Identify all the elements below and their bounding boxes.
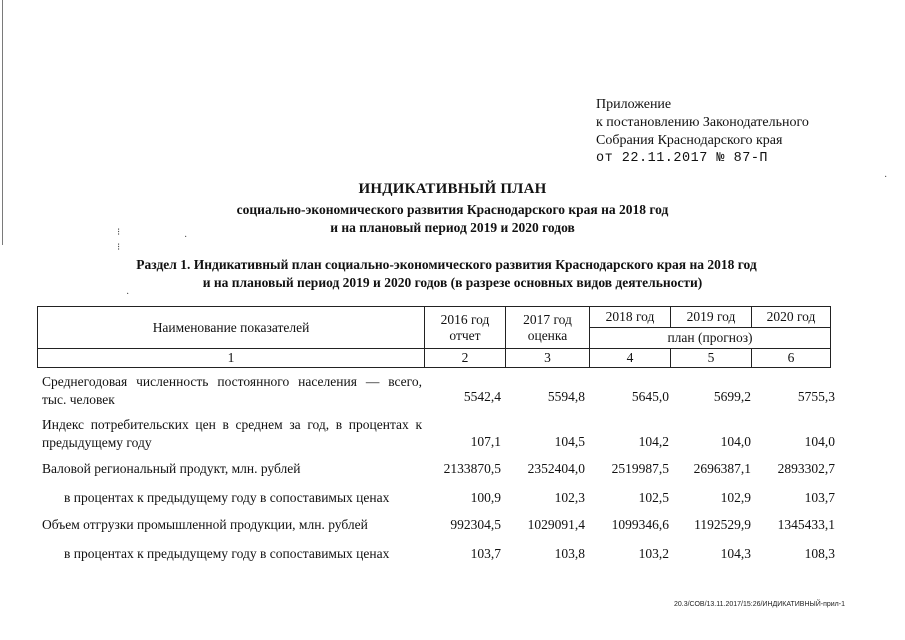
value-2018: 5645,0 [631,389,669,404]
value-2019: 104,0 [720,434,751,449]
value-2018: 1099346,6 [611,517,669,532]
value-2019: 102,9 [720,490,751,505]
value-2018: 104,2 [638,434,669,449]
header-col-2020: 2020 год [752,307,831,328]
indicator-label: Объем отгрузки промышленной продукции, млн. рублей [42,517,368,532]
indicator-label: в процентах к предыдущему году в сопоставимых ценах [64,490,390,505]
value-2020: 2893302,7 [777,461,835,476]
document-subtitle: социально-экономического развития Краснодарского края на 2018 год [236,202,669,217]
annex-line: к постановлению Законодательного [596,115,809,130]
indicator-label: в процентах к предыдущему году в сопоставимых ценах [64,546,390,561]
value-2017: 2352404,0 [527,461,585,476]
value-2019: 5699,2 [713,389,751,404]
value-2016: 100,9 [470,490,501,505]
header-subtitle: оценка [527,327,568,343]
scan-speck: · [884,172,888,183]
value-2016: 2133870,5 [443,461,501,476]
column-number: 4 [590,349,671,368]
value-2020: 5755,3 [797,389,835,404]
section-heading: и на плановый период 2019 и 2020 годов (в разрезе основных видов деятельности) [202,275,703,290]
value-2016: 992304,5 [450,517,501,532]
document-footer-code: 20.3/СОВ/13.11.2017/15:26/ИНДИКАТИВНЫЙ-прил-1 [673,601,845,608]
value-2017: 5594,8 [547,389,585,404]
value-2020: 108,3 [804,546,835,561]
annex-date-number: от 22.11.2017 № 87-П [596,151,769,166]
document-subtitle: и на плановый период 2019 и 2020 годов [330,220,575,235]
indicator-label: Среднегодовая численность постоянного населения — всего, тыс. человек [42,374,422,407]
header-col-2018: 2018 год [590,307,671,328]
scan-speck: · [184,232,188,243]
header-year: 2017 год [523,311,572,327]
value-2016: 5542,4 [463,389,501,404]
value-2020: 104,0 [804,434,835,449]
value-2019: 1192529,9 [694,517,751,532]
annex-line: Собрания Краснодарского края [596,133,783,148]
value-2017: 103,8 [554,546,585,561]
value-2018: 103,2 [638,546,669,561]
value-2018: 2519987,5 [611,461,669,476]
annex-line: Приложение [596,97,672,112]
value-2019: 104,3 [720,546,751,561]
indicator-label: Валовой региональный продукт, млн. рублей [42,461,301,476]
header-subtitle: отчет [449,327,481,343]
value-2018: 102,5 [638,490,669,505]
column-number: 3 [506,349,590,368]
value-2020: 103,7 [804,490,835,505]
header-plan-label: план (прогноз) [590,328,831,349]
value-2017: 102,3 [554,490,585,505]
header-year: 2016 год [440,311,490,327]
value-2017: 104,5 [554,434,585,449]
header-col-2017 [506,307,590,349]
scan-speck: ⁝ [117,242,121,253]
header-col-2016 [425,307,506,349]
column-number: 6 [752,349,831,368]
value-2017: 1029091,4 [527,517,585,532]
column-number: 2 [425,349,506,368]
scan-speck: · [126,289,130,300]
value-2016: 103,7 [470,546,501,561]
column-number: 5 [671,349,752,368]
document-title: ИНДИКАТИВНЫЙ ПЛАН [358,181,547,197]
indicator-label: Индекс потребительских цен в среднем за год, в процентах к предыдущему году [42,417,422,450]
value-2016: 107,1 [470,434,501,449]
section-heading: Раздел 1. Индикативный план социально-экономического развития Краснодарского края на 2018 год [136,257,757,272]
scan-speck: ⁝ [117,227,121,238]
annex-block [596,96,809,168]
indicator-table-header [37,306,831,368]
header-indicator-name: Наименование показателей [38,307,425,349]
value-2020: 1345433,1 [777,517,835,532]
value-2019: 2696387,1 [693,461,751,476]
header-col-2019: 2019 год [671,307,752,328]
column-number: 1 [38,349,425,368]
